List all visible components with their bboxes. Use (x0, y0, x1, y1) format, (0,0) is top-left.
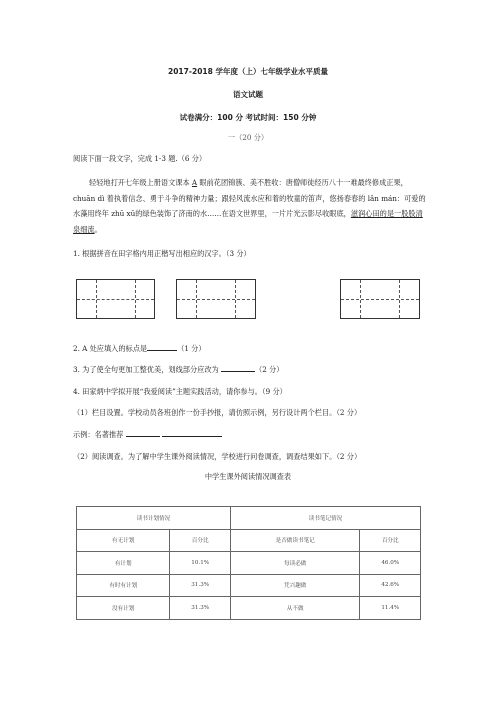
table-cell: 有时有计划 (77, 574, 170, 597)
column-header: 是否做读书笔记 (230, 529, 359, 552)
passage-text-2: 眼前花团锦簇、美不胜收：唐僧师徒经历八十一难最终修成正果，chuān dì 着执着信念、勇于斗争的精神力量；跟轻风流水应和着的牧童的笛声，悠扬春春的 lǎn mán：可爱的水藻用终年 zhū xū的绿色装饰了济南的水……在语文世界里，一片片光云影尽收眼底， (73, 178, 426, 218)
passage-marker-a: A (191, 178, 198, 187)
exam-title: 2017-2018 学年度（上）七年级学业水平质量 (168, 67, 328, 76)
passage-text-1: 轻轻地打开七年级上册语文课本 (89, 178, 192, 187)
table-header-row (77, 529, 421, 552)
question-4-1-example (73, 429, 433, 440)
group-header-plan: 读书计划情况 (77, 507, 231, 530)
answer-blank-column-2[interactable] (162, 429, 222, 437)
answer-blank-q3[interactable] (221, 364, 255, 372)
question-2-text: 2. A 处应填入的标点是 (73, 344, 148, 353)
tianzige-group-3[interactable] (340, 279, 420, 319)
column-header: 有无计划 (77, 529, 170, 552)
table-cell: 46.0% (360, 552, 421, 575)
table-cell: 31.3% (170, 574, 231, 597)
grid-guide (235, 280, 236, 318)
table-cell: 凭兴趣做 (230, 574, 359, 597)
passage-text-3: 。 (94, 224, 102, 234)
table-cell: 没有计划 (77, 597, 170, 620)
question-2 (73, 343, 433, 354)
table-cell: 11.4% (360, 597, 421, 620)
tianzige-cell (177, 280, 215, 318)
question-2-score: （1 分） (177, 344, 206, 353)
table-cell: 10.1% (170, 552, 231, 575)
question-1: 1. 根据拼音在田字格内用正楷写出相应的汉字。（3 分） (73, 249, 251, 258)
answer-blank-q2[interactable] (147, 343, 177, 351)
column-header: 百分比 (360, 529, 421, 552)
question-4-2: （2）阅读调查。为了解中学生课外阅读情况，学校进行问卷调查，调查结果如下。（2 分） (73, 452, 362, 461)
tianzige-grids (76, 279, 420, 319)
question-3 (73, 364, 433, 375)
subject-title: 语文试题 (233, 90, 263, 99)
table-group-row (77, 507, 421, 530)
exam-info: 试卷满分：100 分 考试时间：150 分钟 (179, 113, 317, 122)
passage-underlined-phrase: 滋润心田的是一股股清泉细流 (73, 209, 423, 234)
grid-guide (399, 280, 400, 318)
table-row (77, 597, 421, 620)
group-header-notes: 读书笔记情况 (230, 507, 420, 530)
table-caption: 中学生课外阅读情况调查表 (204, 472, 292, 481)
survey-table (76, 506, 421, 620)
table-row (77, 574, 421, 597)
tianzige-group-1[interactable] (76, 279, 155, 319)
table-cell: 42.6% (360, 574, 421, 597)
section-instruction: 阅读下面一段文字，完成 1-3 题.（6 分） (73, 154, 207, 163)
section-heading: 一（20 分） (227, 133, 269, 142)
table-cell: 每读必做 (230, 552, 359, 575)
example-text: 示例：名著推荐 (73, 430, 126, 439)
grid-guide (135, 280, 136, 318)
reading-passage (73, 175, 429, 237)
question-4: 4. 田家炳中学拟开展“我爱阅读”主题实践活动，请你参与。（9 分） (73, 387, 287, 396)
column-header: 百分比 (170, 529, 231, 552)
table-cell: 从不做 (230, 597, 359, 620)
question-3-text: 3. 为了使全句更加工整优美，划线部分应改为 (73, 365, 221, 374)
question-4-1: （1）栏目设置。学校动员各班创作一份手抄报，请仿照示例，另行设计两个栏目。（2 分） (73, 408, 362, 417)
table-cell: 31.3% (170, 597, 231, 620)
table-row (77, 552, 421, 575)
question-3-score: （2 分） (255, 365, 284, 374)
answer-blank-column-1[interactable] (126, 429, 160, 437)
tianzige-cell (341, 280, 379, 318)
table-cell: 有计划 (77, 552, 170, 575)
tianzige-cell (77, 280, 115, 318)
tianzige-group-2[interactable] (176, 279, 256, 319)
